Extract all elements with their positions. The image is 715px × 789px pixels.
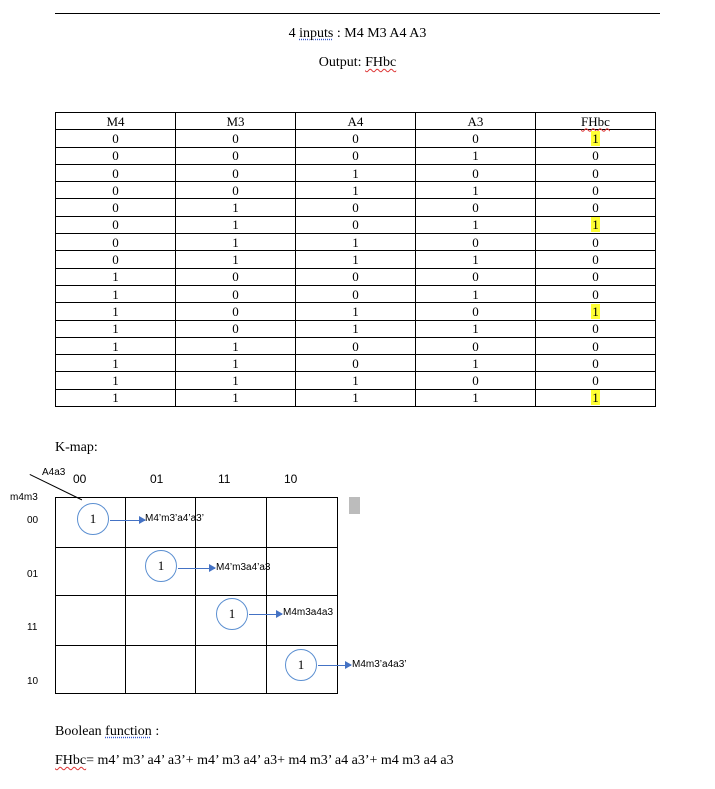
- cell-value: 0: [592, 200, 599, 216]
- cell-value: 0: [472, 373, 479, 389]
- cell-value: 1: [112, 373, 119, 389]
- boolean-eq-name: FHbc: [55, 753, 87, 768]
- cell-value: 1: [352, 165, 359, 181]
- cell-value: 0: [592, 148, 599, 164]
- cell-a3: [416, 320, 536, 337]
- kmap-cell: [55, 595, 126, 646]
- cell-value: 0: [592, 321, 599, 337]
- cell-value: 0: [592, 286, 599, 302]
- cell-value: 0: [472, 269, 479, 285]
- col-header-a4: A4: [296, 113, 416, 130]
- cell-m3: [176, 164, 296, 181]
- kmap-col-label: 00: [73, 472, 87, 486]
- kmap-minterm-circle: 1: [145, 550, 177, 582]
- kmap-cell: [55, 547, 126, 596]
- cell-value: 0: [352, 269, 359, 285]
- truth-table-row: [56, 199, 656, 216]
- cell-a4: [296, 355, 416, 372]
- cell-value: 0: [352, 130, 359, 146]
- cell-fhbc: [536, 251, 656, 268]
- kmap-term-label: M4m3a4a3: [283, 607, 334, 618]
- cell-m3: [176, 234, 296, 251]
- truth-table-header-row: [56, 113, 656, 130]
- boolean-title-suffix: :: [151, 724, 160, 739]
- kmap-cell: [266, 547, 338, 596]
- cell-m4: [56, 285, 176, 302]
- cell-m3: [176, 251, 296, 268]
- truth-table-row: [56, 355, 656, 372]
- kmap-row-label: 00: [27, 515, 39, 526]
- truth-table-row: [56, 130, 656, 147]
- kmap-term-label: M4’m3’a4’a3’: [145, 513, 204, 524]
- cell-m3: [176, 147, 296, 164]
- cell-value: 1: [112, 390, 119, 406]
- cell-a3: [416, 355, 536, 372]
- fhbc-header-text: FHbc: [581, 113, 610, 129]
- truth-table: [55, 112, 656, 407]
- cell-value: 0: [232, 182, 239, 198]
- arrow-icon: [318, 665, 351, 666]
- kmap-cell: [266, 497, 338, 548]
- cell-a4: [296, 303, 416, 320]
- cell-value: 1: [352, 252, 359, 268]
- cell-m4: [56, 130, 176, 147]
- cell-value: 0: [352, 200, 359, 216]
- cell-value: 0: [232, 303, 239, 319]
- cell-a4: [296, 389, 416, 406]
- cell-value: 0: [232, 165, 239, 181]
- cell-a4: [296, 164, 416, 181]
- cell-a3: [416, 182, 536, 199]
- kmap-col-label: 01: [150, 472, 164, 486]
- cell-fhbc: [536, 199, 656, 216]
- cell-value: 1: [472, 355, 479, 371]
- top-rule: [55, 13, 660, 14]
- gray-marker: [349, 497, 360, 514]
- cell-value: 1: [472, 390, 479, 406]
- cell-value: 1: [592, 217, 599, 233]
- truth-table-row: [56, 234, 656, 251]
- output-line: [0, 55, 715, 71]
- cell-value: 0: [352, 286, 359, 302]
- cell-value: 1: [592, 390, 599, 406]
- cell-value: 0: [472, 200, 479, 216]
- inputs-count: 4: [288, 26, 296, 41]
- cell-value: 0: [112, 252, 119, 268]
- cell-m4: [56, 355, 176, 372]
- boolean-equation: [55, 753, 454, 769]
- cell-a4: [296, 182, 416, 199]
- cell-value: 1: [352, 182, 359, 198]
- cell-value: 1: [592, 303, 599, 319]
- cell-m4: [56, 320, 176, 337]
- cell-value: 1: [352, 321, 359, 337]
- cell-value: 0: [112, 165, 119, 181]
- cell-value: 1: [472, 286, 479, 302]
- truth-table-row: [56, 389, 656, 406]
- cell-value: 0: [592, 269, 599, 285]
- cell-m3: [176, 182, 296, 199]
- cell-a3: [416, 303, 536, 320]
- cell-value: 0: [112, 182, 119, 198]
- cell-value: 1: [352, 234, 359, 250]
- cell-fhbc: [536, 164, 656, 181]
- cell-value: 0: [592, 252, 599, 268]
- cell-a3: [416, 199, 536, 216]
- cell-fhbc: [536, 337, 656, 354]
- cell-a4: [296, 268, 416, 285]
- arrow-icon: [110, 520, 145, 521]
- cell-a3: [416, 389, 536, 406]
- cell-value: 1: [232, 355, 239, 371]
- output-name: FHbc: [365, 55, 397, 70]
- cell-fhbc: [536, 320, 656, 337]
- cell-value: 0: [472, 165, 479, 181]
- cell-value: 0: [472, 338, 479, 354]
- cell-value: 0: [232, 321, 239, 337]
- cell-m3: [176, 216, 296, 233]
- col-header-m3: M3: [176, 113, 296, 130]
- truth-table-row: [56, 285, 656, 302]
- cell-fhbc: [536, 234, 656, 251]
- kmap-row-label: 01: [27, 569, 39, 580]
- kmap-term-label: M4m3’a4a3’: [352, 659, 407, 670]
- truth-table-row: [56, 147, 656, 164]
- cell-value: 1: [232, 217, 239, 233]
- cell-fhbc: [536, 389, 656, 406]
- boolean-function-title: [55, 724, 159, 740]
- cell-value: 1: [352, 303, 359, 319]
- cell-value: 0: [112, 130, 119, 146]
- kmap-cell: [125, 645, 196, 694]
- cell-value: 1: [232, 338, 239, 354]
- cell-a4: [296, 337, 416, 354]
- cell-m3: [176, 372, 296, 389]
- kmap-col-label: 11: [218, 472, 231, 486]
- truth-table-row: [56, 372, 656, 389]
- kmap-cell: [195, 645, 267, 694]
- cell-value: 0: [592, 165, 599, 181]
- cell-m4: [56, 199, 176, 216]
- truth-table-row: [56, 164, 656, 181]
- cell-m4: [56, 268, 176, 285]
- cell-a4: [296, 216, 416, 233]
- cell-m4: [56, 389, 176, 406]
- cell-value: 1: [232, 373, 239, 389]
- cell-m4: [56, 372, 176, 389]
- inputs-word: inputs: [299, 26, 334, 41]
- cell-value: 1: [472, 182, 479, 198]
- cell-fhbc: [536, 216, 656, 233]
- cell-fhbc: [536, 303, 656, 320]
- cell-value: 0: [592, 338, 599, 354]
- kmap-cell: [195, 497, 267, 548]
- output-label: Output:: [318, 55, 366, 70]
- inputs-line: [0, 26, 715, 42]
- cell-a4: [296, 234, 416, 251]
- truth-table-row: [56, 216, 656, 233]
- arrow-icon: [178, 568, 215, 569]
- cell-value: 0: [112, 234, 119, 250]
- kmap-row-label: 11: [27, 622, 38, 633]
- kmap-col-variable: A4a3: [42, 467, 66, 478]
- kmap-minterm-circle: 1: [77, 503, 109, 535]
- cell-value: 0: [232, 269, 239, 285]
- cell-a4: [296, 199, 416, 216]
- cell-value: 1: [112, 286, 119, 302]
- cell-m4: [56, 216, 176, 233]
- truth-table-row: [56, 303, 656, 320]
- cell-value: 0: [352, 148, 359, 164]
- cell-m3: [176, 337, 296, 354]
- col-header-fhbc: [536, 113, 656, 130]
- cell-value: 0: [472, 234, 479, 250]
- cell-value: 1: [112, 269, 119, 285]
- cell-m4: [56, 251, 176, 268]
- cell-a3: [416, 234, 536, 251]
- cell-value: 1: [352, 373, 359, 389]
- cell-value: 1: [472, 252, 479, 268]
- kmap-minterm-circle: 1: [285, 649, 317, 681]
- cell-value: 1: [232, 390, 239, 406]
- boolean-title-word: function: [105, 724, 152, 739]
- cell-m3: [176, 285, 296, 302]
- cell-fhbc: [536, 130, 656, 147]
- cell-m3: [176, 320, 296, 337]
- cell-a4: [296, 372, 416, 389]
- cell-fhbc: [536, 355, 656, 372]
- cell-m3: [176, 355, 296, 372]
- cell-value: 0: [592, 373, 599, 389]
- cell-m4: [56, 182, 176, 199]
- boolean-eq-body: = m4’ m3’ a4’ a3’+ m4’ m3 a4’ a3+ m4 m3’ a4 a3’+ m4 m3 a4 a3: [86, 753, 454, 768]
- cell-value: 0: [592, 355, 599, 371]
- cell-fhbc: [536, 268, 656, 285]
- cell-fhbc: [536, 147, 656, 164]
- truth-table-row: [56, 337, 656, 354]
- cell-m3: [176, 130, 296, 147]
- cell-value: 1: [112, 338, 119, 354]
- cell-value: 0: [592, 182, 599, 198]
- kmap-cell: [55, 645, 126, 694]
- cell-value: 0: [352, 217, 359, 233]
- kmap-cell: [266, 595, 338, 646]
- kmap-cell: [125, 595, 196, 646]
- cell-value: 0: [232, 148, 239, 164]
- cell-m4: [56, 303, 176, 320]
- boolean-title-prefix: Boolean: [55, 724, 106, 739]
- cell-m4: [56, 164, 176, 181]
- cell-value: 0: [112, 200, 119, 216]
- cell-value: 0: [352, 355, 359, 371]
- cell-value: 1: [472, 148, 479, 164]
- cell-fhbc: [536, 372, 656, 389]
- kmap-title: K-map:: [55, 440, 98, 455]
- cell-value: 1: [112, 303, 119, 319]
- truth-table-row: [56, 182, 656, 199]
- cell-a4: [296, 147, 416, 164]
- cell-a3: [416, 372, 536, 389]
- cell-m4: [56, 147, 176, 164]
- cell-a3: [416, 216, 536, 233]
- truth-table-row: [56, 251, 656, 268]
- cell-m4: [56, 337, 176, 354]
- cell-value: 1: [232, 200, 239, 216]
- cell-a4: [296, 130, 416, 147]
- cell-value: 1: [352, 390, 359, 406]
- truth-table-row: [56, 268, 656, 285]
- cell-m3: [176, 303, 296, 320]
- cell-a3: [416, 251, 536, 268]
- cell-a3: [416, 164, 536, 181]
- cell-m3: [176, 268, 296, 285]
- truth-table-body: [56, 130, 656, 407]
- cell-m3: [176, 199, 296, 216]
- cell-value: 0: [592, 234, 599, 250]
- cell-value: 0: [232, 130, 239, 146]
- arrow-icon: [249, 614, 282, 615]
- kmap-row-label: 10: [27, 676, 39, 687]
- cell-value: 1: [472, 217, 479, 233]
- cell-a3: [416, 130, 536, 147]
- cell-fhbc: [536, 182, 656, 199]
- cell-value: 1: [112, 355, 119, 371]
- cell-value: 0: [112, 217, 119, 233]
- cell-a3: [416, 268, 536, 285]
- cell-value: 0: [112, 148, 119, 164]
- cell-m3: [176, 389, 296, 406]
- cell-value: 0: [472, 303, 479, 319]
- cell-value: 1: [592, 130, 599, 146]
- cell-value: 1: [472, 321, 479, 337]
- kmap-row-variable: m4m3: [10, 492, 38, 503]
- cell-a3: [416, 147, 536, 164]
- cell-value: 1: [232, 252, 239, 268]
- inputs-list: : M4 M3 A4 A3: [333, 26, 427, 41]
- cell-m4: [56, 234, 176, 251]
- cell-value: 0: [232, 286, 239, 302]
- cell-a3: [416, 285, 536, 302]
- cell-value: 1: [112, 321, 119, 337]
- cell-value: 1: [232, 234, 239, 250]
- col-header-m4: M4: [56, 113, 176, 130]
- cell-a4: [296, 320, 416, 337]
- cell-value: 0: [472, 130, 479, 146]
- cell-fhbc: [536, 285, 656, 302]
- cell-value: 0: [352, 338, 359, 354]
- col-header-a3: A3: [416, 113, 536, 130]
- kmap-term-label: M4’m3a4’a3: [216, 562, 271, 573]
- cell-a3: [416, 337, 536, 354]
- cell-a4: [296, 285, 416, 302]
- truth-table-row: [56, 320, 656, 337]
- kmap-minterm-circle: 1: [216, 598, 248, 630]
- cell-a4: [296, 251, 416, 268]
- kmap-col-label: 10: [284, 472, 298, 486]
